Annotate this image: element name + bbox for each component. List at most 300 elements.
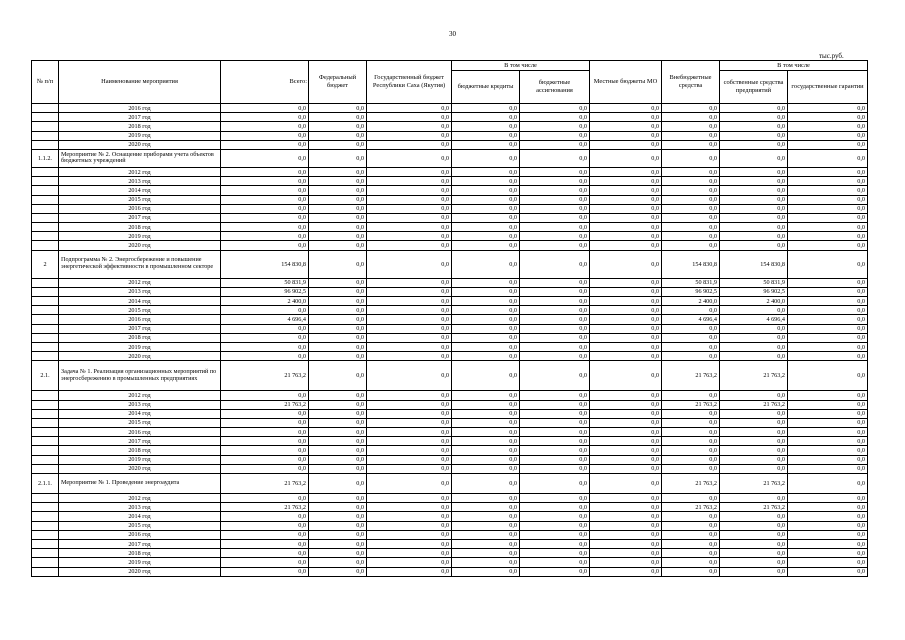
- row-value: 0,0: [367, 474, 452, 494]
- row-year: 2019 год: [59, 455, 221, 464]
- row-value: 0,0: [221, 352, 309, 361]
- row-value: 0,0: [367, 167, 452, 176]
- row-year: 2019 год: [59, 131, 221, 140]
- row-value: 0,0: [309, 324, 367, 333]
- row-value: 0,0: [452, 324, 520, 333]
- row-value: 0,0: [309, 250, 367, 278]
- row-value: 0,0: [309, 104, 367, 113]
- row-value: 0,0: [662, 567, 720, 576]
- row-value: 0,0: [367, 391, 452, 400]
- row-year: 2017 год: [59, 113, 221, 122]
- row-value: 0,0: [788, 418, 868, 427]
- table-row: [32, 558, 868, 567]
- row-value: 0,0: [520, 418, 590, 427]
- header-guarantees: государственные гарантии: [788, 71, 868, 104]
- row-value: 0,0: [662, 342, 720, 351]
- row-value: 0,0: [720, 186, 788, 195]
- row-value: 0,0: [788, 204, 868, 213]
- row-value: 0,0: [720, 549, 788, 558]
- row-value: 0,0: [367, 186, 452, 195]
- row-value: 0,0: [520, 315, 590, 324]
- row-value: 0,0: [662, 177, 720, 186]
- row-value: 0,0: [520, 250, 590, 278]
- row-value: 0,0: [520, 352, 590, 361]
- row-value: 0,0: [309, 474, 367, 494]
- row-year: 2015 год: [59, 195, 221, 204]
- row-value: 2 400,0: [720, 297, 788, 306]
- table-row: [32, 391, 868, 400]
- row-value: 0,0: [590, 361, 662, 391]
- row-value: 0,0: [452, 512, 520, 521]
- row-value: 0,0: [221, 409, 309, 418]
- row-value: 0,0: [590, 539, 662, 548]
- row-value: 0,0: [590, 250, 662, 278]
- row-year: 2019 год: [59, 232, 221, 241]
- row-code: [32, 177, 59, 186]
- row-value: 0,0: [309, 530, 367, 539]
- row-value: 0,0: [662, 223, 720, 232]
- row-value: 50 831,9: [221, 278, 309, 287]
- row-value: 0,0: [452, 400, 520, 409]
- row-year: 2016 год: [59, 204, 221, 213]
- row-value: 0,0: [662, 195, 720, 204]
- row-value: 0,0: [452, 342, 520, 351]
- row-value: 0,0: [662, 149, 720, 167]
- row-value: 0,0: [662, 104, 720, 113]
- header-name: Наименование мероприятия: [59, 61, 221, 104]
- row-value: 0,0: [590, 521, 662, 530]
- row-value: 0,0: [662, 428, 720, 437]
- row-value: 0,0: [720, 437, 788, 446]
- row-year: 2016 год: [59, 104, 221, 113]
- row-value: 0,0: [590, 503, 662, 512]
- row-value: 0,0: [452, 464, 520, 473]
- row-value: 0,0: [520, 204, 590, 213]
- row-value: 0,0: [788, 437, 868, 446]
- row-value: 0,0: [590, 333, 662, 342]
- row-value: 0,0: [367, 464, 452, 473]
- row-value: 0,0: [452, 333, 520, 342]
- row-value: 0,0: [720, 177, 788, 186]
- row-value: 0,0: [452, 287, 520, 296]
- row-value: 0,0: [788, 297, 868, 306]
- row-value: 0,0: [788, 131, 868, 140]
- row-value: 0,0: [590, 324, 662, 333]
- row-value: 0,0: [452, 315, 520, 324]
- row-value: 0,0: [590, 113, 662, 122]
- row-value: 0,0: [452, 361, 520, 391]
- row-value: 0,0: [452, 232, 520, 241]
- row-value: 0,0: [788, 474, 868, 494]
- row-value: 0,0: [590, 315, 662, 324]
- row-value: 21 763,2: [720, 400, 788, 409]
- row-code: [32, 140, 59, 149]
- row-value: 0,0: [788, 512, 868, 521]
- row-value: 0,0: [662, 494, 720, 503]
- table-row: [32, 232, 868, 241]
- row-value: 0,0: [309, 315, 367, 324]
- row-value: 0,0: [590, 342, 662, 351]
- row-value: 0,0: [520, 539, 590, 548]
- row-value: 0,0: [309, 446, 367, 455]
- row-value: 0,0: [221, 391, 309, 400]
- row-value: 0,0: [662, 352, 720, 361]
- row-value: 0,0: [590, 567, 662, 576]
- table-row: [32, 503, 868, 512]
- row-value: 0,0: [662, 131, 720, 140]
- row-value: 0,0: [590, 122, 662, 131]
- row-value: 154 830,8: [221, 250, 309, 278]
- row-value: 0,0: [520, 297, 590, 306]
- row-value: 0,0: [590, 186, 662, 195]
- row-code: [32, 391, 59, 400]
- row-code: [32, 104, 59, 113]
- row-year: 2013 год: [59, 400, 221, 409]
- row-value: 0,0: [788, 352, 868, 361]
- row-year: 2013 год: [59, 287, 221, 296]
- row-value: 0,0: [590, 558, 662, 567]
- row-value: 0,0: [788, 400, 868, 409]
- row-value: 21 763,2: [662, 503, 720, 512]
- row-value: 21 763,2: [662, 400, 720, 409]
- row-value: 0,0: [452, 149, 520, 167]
- row-value: 0,0: [662, 558, 720, 567]
- row-value: 0,0: [309, 204, 367, 213]
- row-value: 0,0: [452, 437, 520, 446]
- row-value: 2 400,0: [221, 297, 309, 306]
- row-value: 0,0: [720, 464, 788, 473]
- row-value: 0,0: [221, 223, 309, 232]
- row-code: [32, 437, 59, 446]
- row-value: 0,0: [662, 113, 720, 122]
- row-value: 0,0: [590, 278, 662, 287]
- row-value: 0,0: [590, 428, 662, 437]
- row-value: 21 763,2: [662, 474, 720, 494]
- row-value: 0,0: [309, 352, 367, 361]
- row-value: 0,0: [662, 167, 720, 176]
- row-code: [32, 297, 59, 306]
- row-value: 0,0: [309, 113, 367, 122]
- row-value: 0,0: [662, 186, 720, 195]
- row-value: 0,0: [720, 213, 788, 222]
- row-value: 0,0: [452, 418, 520, 427]
- row-value: 0,0: [720, 104, 788, 113]
- table-row: [32, 297, 868, 306]
- row-value: 0,0: [367, 455, 452, 464]
- row-year: 2013 год: [59, 177, 221, 186]
- row-code: [32, 122, 59, 131]
- row-value: 0,0: [452, 446, 520, 455]
- row-value: 0,0: [788, 113, 868, 122]
- row-value: 0,0: [788, 213, 868, 222]
- row-code: [32, 446, 59, 455]
- row-value: 21 763,2: [720, 503, 788, 512]
- row-value: 0,0: [309, 455, 367, 464]
- table-row: [32, 464, 868, 473]
- row-value: 0,0: [452, 177, 520, 186]
- row-value: 21 763,2: [221, 503, 309, 512]
- table-row: [32, 315, 868, 324]
- row-value: 0,0: [367, 278, 452, 287]
- row-code: [32, 464, 59, 473]
- table-row: [32, 418, 868, 427]
- row-value: 0,0: [452, 186, 520, 195]
- table-row: [32, 400, 868, 409]
- row-value: 0,0: [662, 391, 720, 400]
- row-year: 2016 год: [59, 315, 221, 324]
- row-value: 0,0: [520, 223, 590, 232]
- row-value: 0,0: [452, 297, 520, 306]
- row-value: 0,0: [367, 213, 452, 222]
- row-value: 0,0: [720, 409, 788, 418]
- row-code: [32, 113, 59, 122]
- table-row: [32, 512, 868, 521]
- row-value: 0,0: [720, 232, 788, 241]
- row-code: [32, 521, 59, 530]
- header-credits: бюджетные кредиты: [452, 71, 520, 104]
- row-value: 0,0: [367, 494, 452, 503]
- row-value: 0,0: [309, 195, 367, 204]
- row-year: 2017 год: [59, 437, 221, 446]
- row-value: 0,0: [590, 549, 662, 558]
- row-value: 0,0: [221, 122, 309, 131]
- row-value: 0,0: [720, 530, 788, 539]
- table-row: [32, 287, 868, 296]
- row-value: 0,0: [367, 177, 452, 186]
- row-value: 0,0: [662, 521, 720, 530]
- row-value: 0,0: [221, 104, 309, 113]
- row-value: 0,0: [662, 324, 720, 333]
- header-total: Всего:: [221, 61, 309, 104]
- row-code: [32, 558, 59, 567]
- row-value: 0,0: [590, 223, 662, 232]
- row-code: [32, 223, 59, 232]
- row-value: 0,0: [452, 409, 520, 418]
- row-value: 0,0: [367, 521, 452, 530]
- row-value: 0,0: [590, 104, 662, 113]
- row-value: 0,0: [309, 223, 367, 232]
- row-value: 0,0: [590, 177, 662, 186]
- row-year: 2017 год: [59, 213, 221, 222]
- row-value: 0,0: [367, 530, 452, 539]
- row-value: 0,0: [221, 342, 309, 351]
- row-value: 0,0: [720, 167, 788, 176]
- table-row: [32, 567, 868, 576]
- row-value: 0,0: [367, 113, 452, 122]
- table-row: [32, 446, 868, 455]
- row-value: 0,0: [367, 287, 452, 296]
- row-value: 0,0: [452, 455, 520, 464]
- row-value: 0,0: [221, 530, 309, 539]
- table-row: [32, 409, 868, 418]
- row-year: 2014 год: [59, 186, 221, 195]
- row-value: 0,0: [221, 177, 309, 186]
- row-value: 96 902,5: [662, 287, 720, 296]
- row-year: 2015 год: [59, 521, 221, 530]
- row-value: 0,0: [309, 418, 367, 427]
- row-value: 0,0: [452, 195, 520, 204]
- row-value: 0,0: [662, 512, 720, 521]
- row-value: 0,0: [520, 521, 590, 530]
- row-value: 0,0: [309, 512, 367, 521]
- table-row: [32, 241, 868, 250]
- row-value: 0,0: [452, 241, 520, 250]
- row-value: 0,0: [221, 418, 309, 427]
- row-code: 2.1.: [32, 361, 59, 391]
- row-value: 0,0: [367, 140, 452, 149]
- row-value: 0,0: [367, 241, 452, 250]
- row-value: 0,0: [221, 241, 309, 250]
- row-code: [32, 232, 59, 241]
- row-value: 0,0: [590, 149, 662, 167]
- row-value: 0,0: [720, 113, 788, 122]
- table-row: [32, 428, 868, 437]
- row-value: 0,0: [367, 567, 452, 576]
- row-value: 0,0: [662, 333, 720, 342]
- header-state: Государственный бюджет Республики Саха (Якутия): [367, 61, 452, 104]
- row-year: 2016 год: [59, 530, 221, 539]
- row-value: 0,0: [309, 287, 367, 296]
- table-row: [32, 539, 868, 548]
- row-value: 0,0: [221, 539, 309, 548]
- row-code: [32, 324, 59, 333]
- table-row: [32, 131, 868, 140]
- row-value: 0,0: [720, 521, 788, 530]
- row-value: 0,0: [590, 204, 662, 213]
- row-value: 0,0: [520, 213, 590, 222]
- table-row: [32, 437, 868, 446]
- row-value: 0,0: [309, 297, 367, 306]
- row-value: 0,0: [788, 428, 868, 437]
- row-value: 0,0: [520, 558, 590, 567]
- row-value: 0,0: [221, 186, 309, 195]
- table-row: [32, 521, 868, 530]
- row-value: 0,0: [788, 177, 868, 186]
- row-value: 0,0: [520, 549, 590, 558]
- row-value: 0,0: [367, 204, 452, 213]
- row-code: [32, 428, 59, 437]
- row-year: 2018 год: [59, 223, 221, 232]
- row-value: 0,0: [590, 131, 662, 140]
- row-code: [32, 213, 59, 222]
- row-value: 0,0: [367, 195, 452, 204]
- row-code: [32, 530, 59, 539]
- row-value: 154 830,8: [662, 250, 720, 278]
- table-row: [32, 342, 868, 351]
- row-value: 0,0: [590, 437, 662, 446]
- row-value: 0,0: [520, 122, 590, 131]
- row-value: 0,0: [452, 539, 520, 548]
- row-value: 0,0: [520, 464, 590, 473]
- row-value: 0,0: [309, 391, 367, 400]
- row-value: 0,0: [309, 409, 367, 418]
- row-value: 0,0: [309, 149, 367, 167]
- table-row: [32, 530, 868, 539]
- row-value: 0,0: [720, 446, 788, 455]
- row-name: Мероприятие № 2. Оснащение приборами учета объектов бюджетных учреждений: [59, 149, 221, 167]
- row-value: 0,0: [221, 140, 309, 149]
- row-code: 2: [32, 250, 59, 278]
- row-value: 0,0: [309, 428, 367, 437]
- row-value: 0,0: [452, 567, 520, 576]
- row-value: 0,0: [788, 140, 868, 149]
- row-value: 0,0: [590, 494, 662, 503]
- row-value: 0,0: [788, 278, 868, 287]
- row-year: 2018 год: [59, 549, 221, 558]
- table-row: [32, 352, 868, 361]
- row-value: 0,0: [520, 177, 590, 186]
- row-value: 0,0: [367, 539, 452, 548]
- row-value: 21 763,2: [221, 400, 309, 409]
- row-value: 0,0: [590, 512, 662, 521]
- row-value: 0,0: [520, 342, 590, 351]
- row-value: 0,0: [788, 122, 868, 131]
- row-value: 0,0: [367, 149, 452, 167]
- row-value: 0,0: [662, 213, 720, 222]
- row-value: 0,0: [720, 567, 788, 576]
- row-value: 0,0: [590, 287, 662, 296]
- row-value: 0,0: [309, 521, 367, 530]
- row-code: [32, 287, 59, 296]
- row-value: 154 830,8: [720, 250, 788, 278]
- page-number: 30: [449, 30, 456, 38]
- row-value: 0,0: [367, 512, 452, 521]
- row-value: 0,0: [788, 333, 868, 342]
- header-offbudget: Внебюджетные средства: [662, 61, 720, 104]
- row-code: 1.1.2.: [32, 149, 59, 167]
- row-value: 0,0: [788, 503, 868, 512]
- row-value: 0,0: [452, 352, 520, 361]
- row-code: [32, 315, 59, 324]
- row-value: 21 763,2: [720, 474, 788, 494]
- row-year: 2015 год: [59, 306, 221, 315]
- header-assign: бюджетные ассигнования: [520, 71, 590, 104]
- row-value: 0,0: [662, 464, 720, 473]
- row-value: 2 400,0: [662, 297, 720, 306]
- table-row: [32, 213, 868, 222]
- row-value: 0,0: [309, 232, 367, 241]
- row-value: 0,0: [788, 464, 868, 473]
- table-row: [32, 167, 868, 176]
- row-year: 2014 год: [59, 409, 221, 418]
- row-value: 0,0: [590, 464, 662, 473]
- row-value: 0,0: [452, 428, 520, 437]
- row-value: 0,0: [590, 418, 662, 427]
- row-value: 0,0: [520, 167, 590, 176]
- row-value: 0,0: [221, 512, 309, 521]
- row-value: 0,0: [520, 455, 590, 464]
- row-code: [32, 549, 59, 558]
- table-row: [32, 113, 868, 122]
- row-value: 0,0: [590, 167, 662, 176]
- row-value: 0,0: [520, 503, 590, 512]
- header-incl-1: В том числе: [452, 61, 590, 71]
- row-code: [32, 131, 59, 140]
- row-value: 0,0: [788, 195, 868, 204]
- row-value: 0,0: [452, 530, 520, 539]
- table-row: [32, 333, 868, 342]
- row-code: [32, 409, 59, 418]
- row-value: 0,0: [367, 558, 452, 567]
- row-value: 0,0: [309, 342, 367, 351]
- row-value: 0,0: [520, 400, 590, 409]
- table-row: [32, 140, 868, 149]
- row-value: 0,0: [788, 232, 868, 241]
- row-value: 0,0: [309, 400, 367, 409]
- table-body: [32, 104, 868, 577]
- row-value: 0,0: [221, 306, 309, 315]
- row-value: 0,0: [309, 333, 367, 342]
